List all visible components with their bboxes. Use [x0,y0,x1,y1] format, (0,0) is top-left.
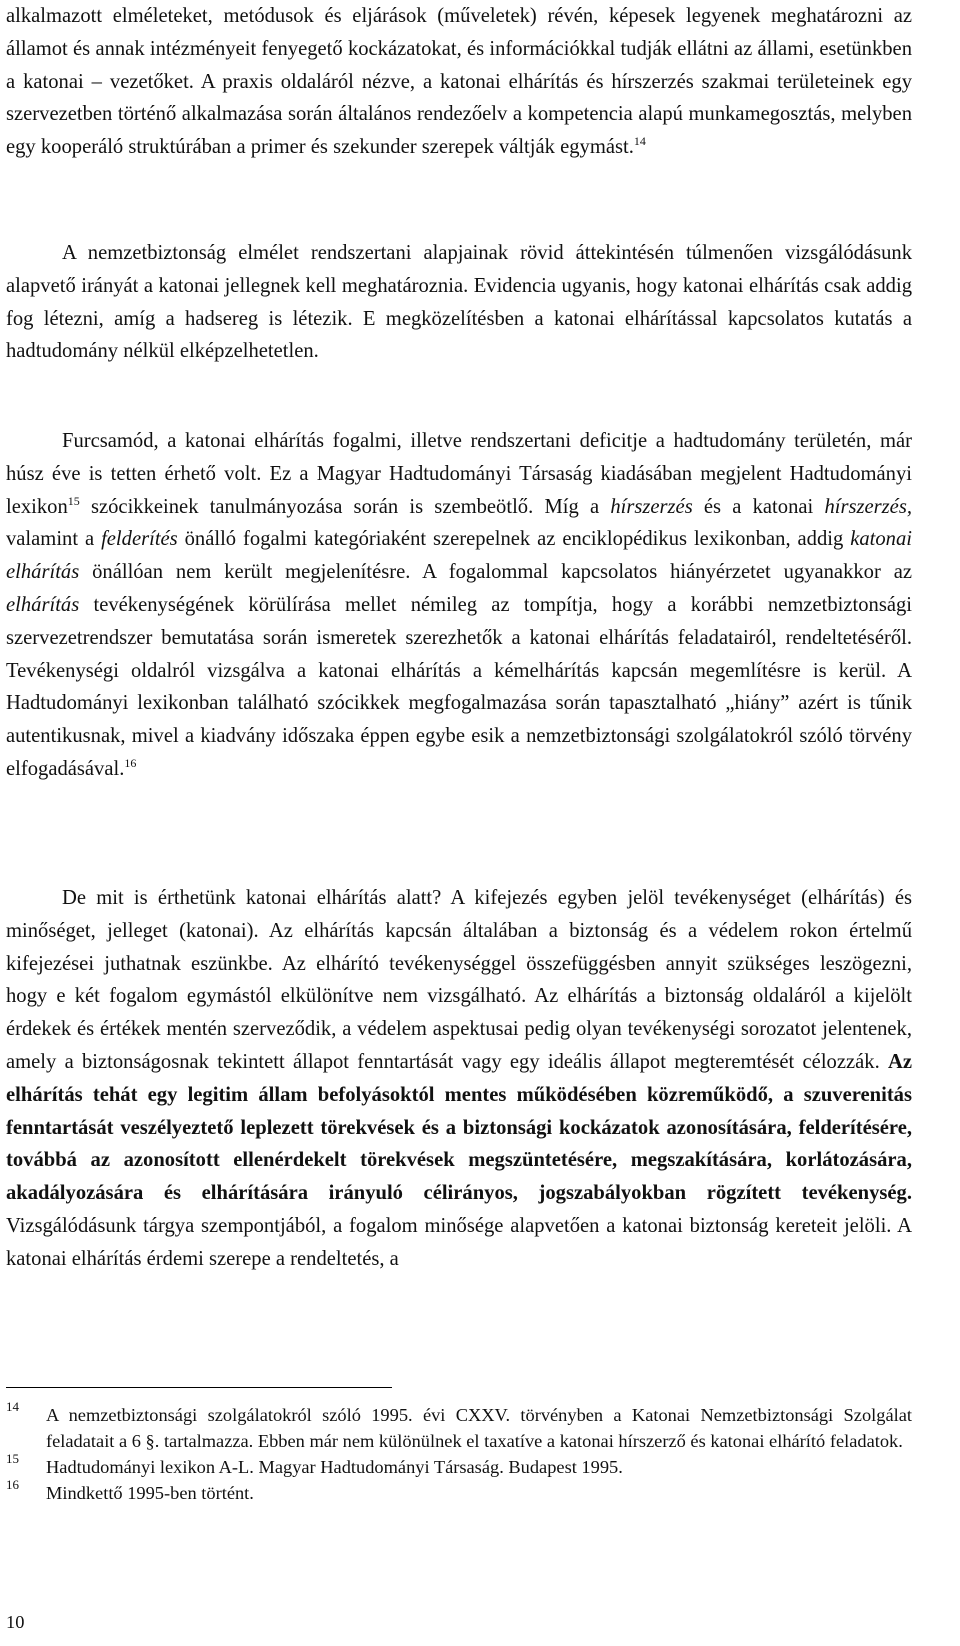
paragraph-3-text-e: önálló fogalmi kategóriaként szerepelnek az enciklopédikus lexikonban, addig [177,528,851,551]
footnote-text: Mindkettő 1995-ben történt. [46,1483,254,1503]
footnote-ref-14[interactable]: 14 [633,134,646,149]
paragraph-2: A nemzetbiztonság elmélet rendszertani alapjainak rövid áttekintésén túlmenően vizsgálódásunk alapvető irányát a katonai jellegnek kell meghatároznia. Evidencia ugyanis, hogy katonai elhárítás csak addig fog létezni, amíg a hadsereg is létezik. E megközelítésben a katonai elhárítással kapcsolatos kutatás a hadtudomány nélkül elképzelhetetlen. [6,242,912,363]
footnote-text: Hadtudományi lexikon A-L. Magyar Hadtudományi Társaság. Budapest 1995. [46,1457,623,1477]
paragraph-3-text-b: szócikkeinek tanulmányozása során is szembeötlő. Míg a [79,495,611,518]
paragraph-3 [6,425,912,786]
footnote-separator [6,1387,392,1388]
paragraph-1 [6,0,912,164]
paragraph-4-text-b: Vizsgálódásunk tárgya szempontjából, a fogalom minősége alapvetően a katonai biztonság kereteit jelöli. A katonai elhárítás érdemi szerepe a rendeltetés, a [6,1214,912,1270]
footnote-number: 15 [6,1451,19,1466]
paragraph-1-text: alkalmazott elméleteket, metódusok és eljárások (műveletek) révén, képesek legyenek meghatározni az államot és annak intézményeit fenyegető kockázatokat, és információkkal tudják ellátni az állami, esetünkben a katonai – vezetőket. A praxis oldaláról nézve, a katonai elhárítás és hírszerzés szakmai területeinek egy szervezetben történő alkalmazása során általános rendezőelv a kompetencia alapú munkamegosztás, melyben egy kooperáló struktúrában a primer és szekunder szerepek váltják egymást. [6,5,912,159]
footnote-number: 16 [6,1477,19,1492]
paragraph-4-text-a: De mit is érthetünk katonai elhárítás alatt? A kifejezés egyben jelöl tevékenységet (elhárítás) és minőséget, jelleget (katonai). Az elhárítás kapcsán általában a biztonság és a védelem rokon értelmű kifejezései juthatnak eszünkbe. Az elhárító tevékenységgel összefüggésben annyit szükséges leszögezni, hogy e két fogalom egymástól elkülönítve nem vizsgálható. Az elhárítás a biztonság oldaláról a kijelölt érdekek és értékek mentén szerveződik, a védelem aspektusai pedig olyan tevékenységi sorozatot jelentenek, amely a biztonságosnak tekintett állapot fenntartását vagy egy ideális állapot megteremtését célozzák. [6,887,912,1073]
italic-elharitas: elhárítás [6,593,80,616]
footnote-14 [6,1399,912,1454]
footnote-ref-15[interactable]: 15 [67,493,80,508]
italic-felderites: felderítés [101,528,178,551]
paragraph-3-text-g: tevékenységének körülírása mellet némileg az tompítja, hogy a korábbi nemzetbiztonsági szervezetrendszer bemutatása során ismeretek szerezhetők a katonai elhárítás feladatairól, rendeltetéséről. Tevékenységi oldalról vizsgálva a katonai elhárítás a kémelhárítás kapcsán megemlítésre is kerül. A Hadtudományi lexikonban található szócikkek megfogalmazása során tapasztalható „hiány” azért is tűnik autentikusnak, mivel a kiadvány időszaka éppen egybe esik a nemzetbiztonsági szolgálatokról szóló törvény elfogadásával. [6,593,912,780]
page-number: 10 [6,1612,25,1632]
footnote-number: 14 [6,1399,19,1414]
footnote-15 [6,1451,912,1480]
definition-bold: Az elhárítás tehát egy legitim állam befolyásoktól mentes működésében közreműködő, a szuverenitás fenntartását veszélyeztető leplezett törekvések és a biztonsági kockázatok azonosítására, felderítésére, továbbá az azonosított ellenérdekelt törekvések megszüntetésére, megszakítására, korlátozására, akadályozására és elhárítására irányuló célirányos, jogszabályokban rögzített tevékenység. [6,1050,912,1205]
italic-katonai-hirszerzes: hírszerzés, [824,495,912,518]
paragraph-4 [6,882,912,1276]
italic-katonai-elharitas: katonai elhárítás [6,528,912,584]
footnote-16 [6,1477,912,1506]
italic-hirszerzes: hírszerzés [610,495,693,518]
paragraph-3-text-d: valamint a [6,528,102,551]
footnotes [6,1399,912,1506]
footnote-ref-16[interactable]: 16 [124,756,137,771]
paragraph-3-text-a: Furcsamód, a katonai elhárítás fogalmi, illetve rendszertani deficitje a hadtudomány területén, már húsz éve is tetten érhető volt. Ez a Magyar Hadtudományi Társaság kiadásában megjelent Hadtudományi lexikon [6,430,912,518]
paragraph-3-text-c: és a katonai [692,495,825,518]
paragraph-3-text-f: önállóan nem került megjelenítésre. A fogalommal kapcsolatos hiányérzetet ugyanakkor az [79,561,912,584]
footnote-text: A nemzetbiztonsági szolgálatokról szóló 1995. évi CXXV. törvényben a Katonai Nemzetbiztonsági Szolgálat feladatait a 6 §. tartalmazza. Ebben már nem különülnek el taxatíve a katonai hírszerző és katonai elhárító feladatok. [46,1405,912,1451]
